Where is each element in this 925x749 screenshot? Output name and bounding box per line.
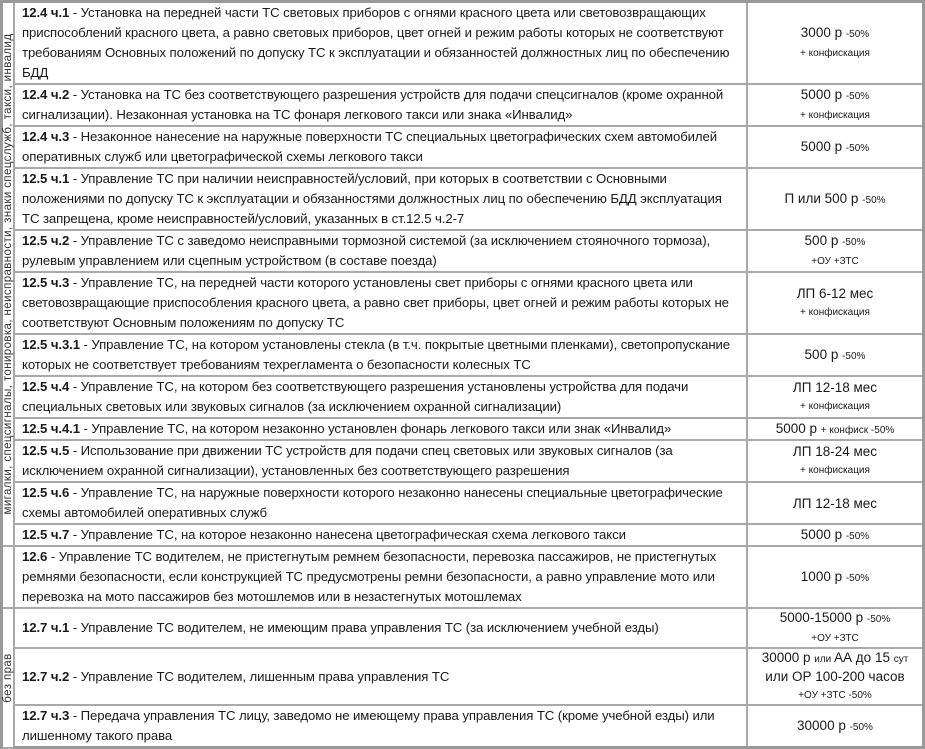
penalty-line: [750, 379, 920, 396]
group-label: мигалки, спецсигналы, тонировка, неисправности, знаки спецслужб, такси, инвалид: [2, 33, 14, 515]
offense-description: [14, 524, 747, 546]
offense-description: [14, 482, 747, 524]
offense-description: [14, 230, 747, 272]
penalty-text: -50%: [845, 142, 870, 154]
penalty-cell: [747, 546, 924, 608]
penalty-text: +ОУ +ЗТС: [811, 633, 859, 644]
penalty-text: 30000 р: [761, 650, 815, 665]
offense-text: - Управление ТС водителем, не имеющим права управления ТС (за исключением учебной езды): [69, 620, 659, 635]
table-row: [2, 2, 924, 85]
table-row: [2, 705, 924, 748]
penalty-line: [750, 86, 920, 105]
penalty-line: [750, 138, 920, 157]
offense-description: [14, 376, 747, 418]
penalty-cell: [747, 126, 924, 168]
penalty-line: [750, 105, 920, 124]
penalty-cell: [747, 2, 924, 85]
penalty-text: сут: [893, 654, 909, 665]
table-row: [2, 440, 924, 482]
penalty-text: ЛП 6-12 мес: [796, 286, 874, 301]
article-code: 12.6: [22, 549, 48, 564]
article-code: 12.7 ч.3: [22, 708, 70, 723]
penalty-text: -50%: [845, 572, 870, 584]
penalty-text: -50%: [842, 350, 866, 362]
penalty-line: [750, 685, 920, 704]
penalty-line: [750, 302, 920, 321]
penalty-line: [750, 568, 920, 587]
article-code: 12.4 ч.1: [22, 5, 70, 20]
article-code: 12.5 ч.6: [22, 485, 70, 500]
penalty-text: -50%: [845, 530, 870, 542]
table-row: [2, 168, 924, 230]
table-row: [2, 230, 924, 272]
offense-text: - Управление ТС, на котором установлены стекла (в т.ч. покрытые цветными пленками), светопропускание которых не соответствует требованиям техрегламента о безопасности колесных ТС: [22, 337, 731, 372]
penalty-text: +ОУ +ЗТС: [811, 256, 859, 267]
penalty-line: [750, 443, 920, 460]
offense-text: - Управление ТС, на которое незаконно нанесена цветографическая схема легкового такси: [69, 527, 626, 542]
penalty-text: + конфискация: [800, 48, 870, 59]
offense-text: - Управление ТС с заведомо неисправными тормозной системой (за исключением стояночного тормоза), рулевым управлением или сцепным устройством (в составе поезда): [22, 233, 711, 268]
article-code: 12.4 ч.2: [22, 87, 70, 102]
penalty-cell: [747, 334, 924, 376]
penalty-text: ЛП 12-18 мес: [792, 380, 878, 395]
table-row: [2, 272, 924, 334]
penalty-text: + конфискация: [800, 307, 870, 318]
offense-description: [14, 418, 747, 440]
penalty-text: ЛП 18-24 мес: [792, 444, 878, 459]
penalty-text: 1000 р: [800, 568, 846, 584]
penalty-line: [750, 649, 920, 668]
article-code: 12.5 ч.3.1: [22, 337, 80, 352]
offense-text: - Управление ТС при наличии неисправностей/условий, при которых в соответствии с Основными положениями по допуску ТС к эксплуатации и обязанностями должностных лиц по обеспечению БДД эксплуатация ТС запрещена, кроме неисправностей/условий, указанных в ст.12.5 ч.2-7: [22, 171, 722, 226]
offense-text: - Использование при движении ТС устройств для подачи спец световых или звуковых сигналов (за исключением охранной сигнализации), установленных без соответствующего разрешения: [22, 443, 673, 478]
table-row: [2, 546, 924, 608]
penalty-cell: [747, 168, 924, 230]
table-row: [2, 524, 924, 546]
penalty-line: [750, 396, 920, 415]
penalty-text: 5000-15000 р: [779, 610, 867, 625]
offense-description: [14, 84, 747, 126]
penalty-text: -50%: [849, 721, 873, 733]
offense-text: - Незаконное нанесение на наружные поверхности ТС специальных цветографических схем автомобилей оперативных служб или цветографической схемы легкового такси: [22, 129, 718, 164]
offense-description: [14, 168, 747, 230]
group-label: без прав: [2, 653, 14, 703]
table-row: [2, 648, 924, 705]
penalty-line: [750, 346, 920, 365]
article-code: 12.7 ч.1: [22, 620, 70, 635]
article-code: 12.5 ч.2: [22, 233, 70, 248]
offense-description: [14, 608, 747, 648]
article-code: 12.4 ч.3: [22, 129, 70, 144]
penalty-text: АА до 15: [834, 650, 894, 665]
offense-text: - Передача управления ТС лицу, заведомо не имеющему права управления ТС (кроме учебной езды) или лишенному такого права: [22, 708, 715, 743]
offense-description: [14, 334, 747, 376]
penalty-cell: [747, 705, 924, 748]
penalty-text: -50%: [845, 29, 870, 40]
article-code: 12.5 ч.4: [22, 379, 70, 394]
offense-text: - Управление ТС водителем, не пристегнутым ремнем безопасности, перевозка пассажиров, не пристегнутых ремнями безопасности, если конструкцией ТС предусмотрены ремни безопасности, а равно управление мото или перевозка на мото пассажиров без мотошлемов или в незастегнутых мотошлемах: [22, 549, 717, 604]
penalty-line: [750, 190, 920, 209]
penalty-text: -50%: [845, 91, 870, 102]
penalty-text: + конфискация: [800, 110, 870, 121]
offense-description: [14, 546, 747, 608]
penalty-line: [750, 609, 920, 628]
offense-text: - Управление ТС, на котором без соответствующего разрешения установлены устройства для подачи специальных световых или звуковых сигналов (за исключением охранной сигнализации): [22, 379, 689, 414]
penalty-line: [750, 460, 920, 479]
article-code: 12.5 ч.4.1: [22, 421, 80, 436]
offense-description: [14, 126, 747, 168]
penalty-text: или ОР 100-200 часов: [765, 669, 905, 684]
penalty-cell: [747, 524, 924, 546]
penalty-text: 5000 р: [775, 420, 821, 436]
penalty-text: 5000 р: [800, 138, 846, 154]
offense-text: - Управление ТС, на котором незаконно установлен фонарь легкового такси или знак «Инвалид»: [79, 421, 672, 436]
group-label-cell: [2, 2, 15, 547]
penalty-cell: [747, 440, 924, 482]
penalty-cell: [747, 608, 924, 648]
article-code: 12.7 ч.2: [22, 668, 70, 684]
offense-description: [14, 705, 747, 748]
penalty-text: 500 р: [804, 346, 843, 362]
penalty-cell: [747, 84, 924, 126]
table-row: [2, 608, 924, 648]
penalty-text: или: [814, 654, 835, 665]
penalty-line: [750, 285, 920, 302]
offense-description: [14, 2, 747, 85]
penalty-text: + конфиск -50%: [820, 424, 895, 436]
offense-text: - Управление ТС, на наружные поверхности которого незаконно нанесены специальные цветографические схемы автомобилей оперативных служб: [22, 485, 723, 520]
table-row: [2, 418, 924, 440]
offense-text: - Управление ТС водителем, лишенным права управления ТС: [69, 668, 450, 684]
penalty-line: [750, 717, 920, 736]
penalty-text: -50%: [866, 614, 891, 625]
penalty-line: [750, 495, 920, 512]
penalty-cell: [747, 230, 924, 272]
penalty-line: [750, 420, 920, 439]
penalty-cell: [747, 418, 924, 440]
penalty-text: 5000 р: [800, 526, 846, 542]
article-code: 12.5 ч.3: [22, 275, 70, 290]
offense-description: [14, 272, 747, 334]
penalty-text: +ОУ +ЗТС -50%: [798, 690, 872, 701]
table-row: [2, 482, 924, 524]
offense-text: - Установка на ТС без соответствующего разрешения устройств для подачи спецсигналов (кроме охранной сигнализации). Незаконная установка на ТС фонаря легкового такси или знака «Инвалид»: [22, 87, 724, 122]
empty-group-cell: [2, 546, 15, 608]
penalty-text: 500 р: [804, 233, 843, 248]
offense-description: [14, 648, 747, 705]
penalty-text: 5000 р: [800, 87, 846, 102]
penalty-text: 3000 р: [800, 25, 846, 40]
article-code: 12.5 ч.7: [22, 527, 70, 542]
penalty-text: П или 500 р: [784, 190, 863, 206]
penalty-text: + конфискация: [800, 465, 870, 476]
group-label-cell: [2, 608, 15, 748]
penalty-cell: [747, 648, 924, 705]
penalty-line: [750, 43, 920, 62]
article-code: 12.5 ч.1: [22, 171, 70, 186]
penalty-text: 30000 р: [797, 717, 850, 733]
table-row: [2, 84, 924, 126]
penalty-line: [750, 628, 920, 647]
offense-text: - Управление ТС, на передней части которого установлены свет приборы с огнями красного цвета или световозвращающие приспособления красного цвета, а равно свет приборы, цвет огней и режим работы которых не соответствуют Основным положениям по допуску ТС: [22, 275, 729, 330]
offense-text: - Установка на передней части ТС световых приборов с огнями красного цвета или световозвращающих приспособлений красного цвета, а равно световых приборов, цвет огней и режим работы которых не соответствуют требованиям Основных положений по допуску ТС к эксплуатации и обязанностей должностных лиц по обеспечению БДД: [22, 5, 730, 80]
penalty-text: ЛП 12-18 мес: [792, 495, 878, 511]
penalty-line: [750, 232, 920, 251]
penalty-text: + конфискация: [800, 401, 870, 412]
table-row: [2, 126, 924, 168]
penalty-line: [750, 24, 920, 43]
penalty-line: [750, 526, 920, 545]
penalty-line: [750, 251, 920, 270]
table-row: [2, 376, 924, 418]
penalty-cell: [747, 482, 924, 524]
offense-description: [14, 440, 747, 482]
penalty-line: [750, 668, 920, 685]
penalty-text: -50%: [862, 194, 886, 206]
penalty-cell: [747, 376, 924, 418]
penalty-text: -50%: [842, 237, 866, 248]
table-row: [2, 334, 924, 376]
penalty-cell: [747, 272, 924, 334]
article-code: 12.5 ч.5: [22, 443, 70, 458]
